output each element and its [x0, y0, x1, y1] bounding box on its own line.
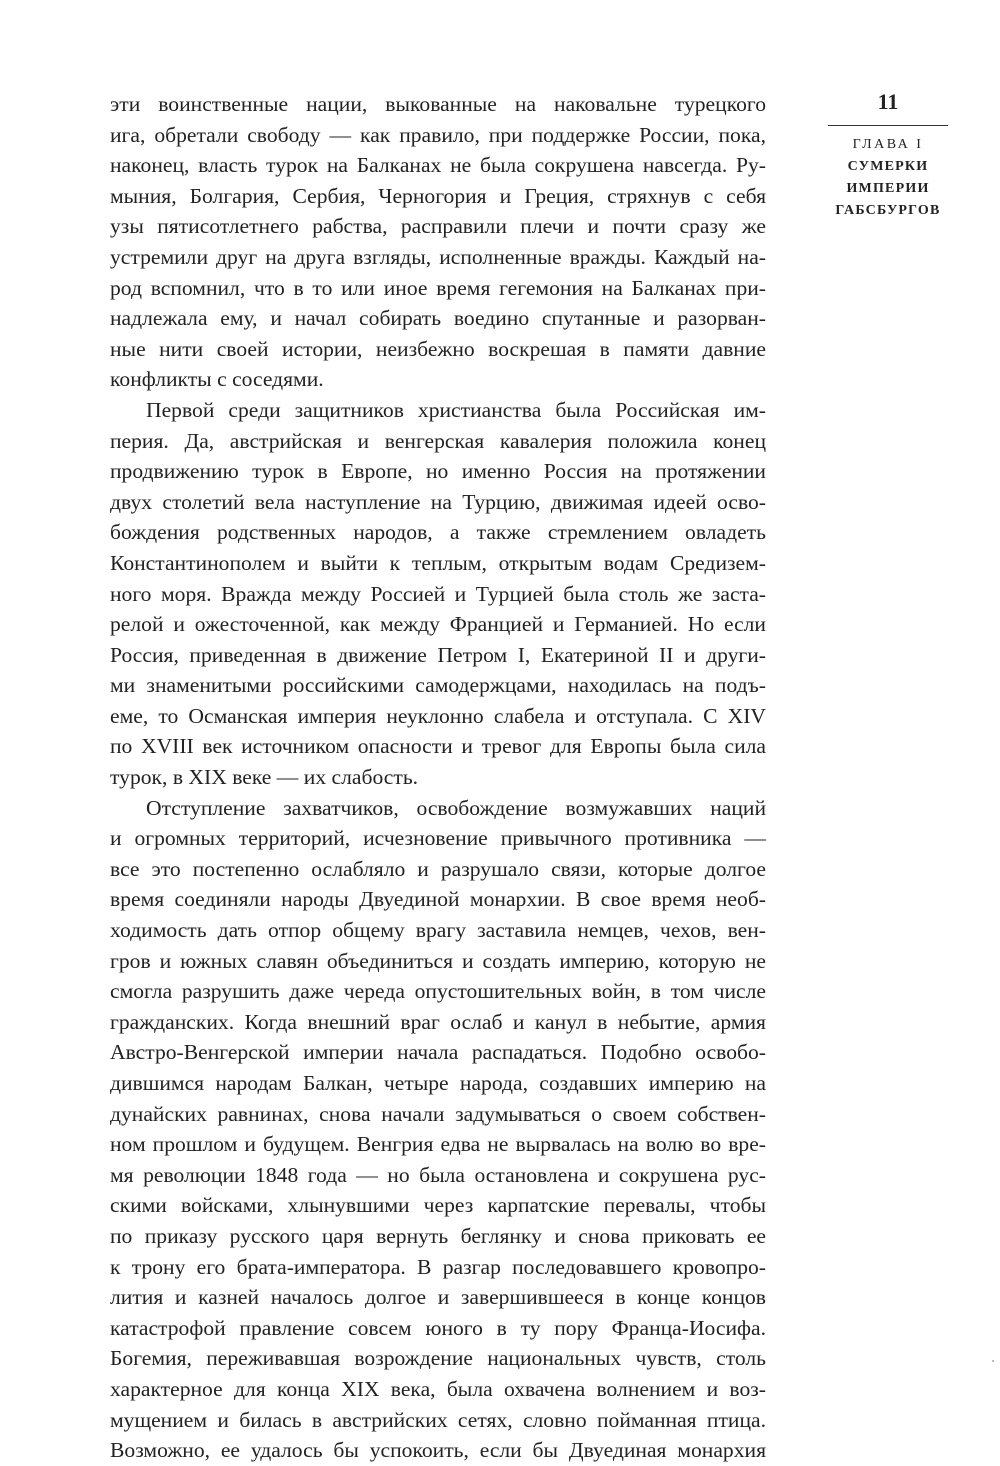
text-line: характерное для конца XIX века, была охвачена волнением и воз-: [110, 1376, 766, 1401]
paragraph-first-line: Отступление захватчиков, освобождение возмужавших наций: [146, 795, 766, 820]
text-line: к трону его брата-императора. В разгар последовавшего кровопро-: [110, 1254, 766, 1279]
text-line: двух столетий вела наступление на Турцию, движимая идеей осво-: [110, 489, 766, 514]
text-line: конфликты с соседями.: [110, 367, 324, 392]
text-line: все это постепенно ослабляло и разрушало связи, которые долгое: [110, 856, 766, 881]
text-line: ми знаменитыми российскими самодержцами, находилась на подъ-: [110, 673, 766, 698]
text-line: Богемия, переживавшая возрождение национальных чувств, столь: [110, 1346, 766, 1371]
text-line: бождения родственных народов, а также стремлением овладеть: [110, 520, 766, 545]
running-header: [828, 85, 948, 222]
text-line: мущением и билась в австрийских сетях, словно пойманная птица.: [110, 1407, 766, 1432]
text-line: катастрофой правление совсем юного в ту пору Франца-Иосифа.: [110, 1315, 766, 1340]
text-line: узы пятисотлетнего рабства, расправили плечи и почти сразу же: [110, 214, 766, 239]
text-line: релой и ожесточенной, как между Францией и Германией. Но если: [110, 612, 766, 637]
text-line: перия. Да, австрийская и венгерская кавалерия положила конец: [110, 428, 766, 453]
text-line: надлежала ему, и начал собирать воедино спутанные и разорван-: [110, 306, 766, 331]
text-line: Россия, приведенная в движение Петром I, Екатериной II и други-: [110, 642, 766, 667]
text-line: наконец, власть турок на Балканах не была сокрушена навсегда. Ру-: [110, 153, 766, 178]
text-line: ные нити своей истории, неизбежно воскрешая в памяти давние: [110, 336, 766, 361]
text-line: еме, то Османская империя неуклонно слабела и отступала. С XIV: [110, 703, 766, 728]
text-line: Возможно, ее удалось бы успокоить, если бы Двуединая монархия: [110, 1438, 766, 1463]
text-line: мыния, Болгария, Сербия, Черногория и Греция, стряхнув с себя: [110, 183, 766, 208]
header-divider: [828, 125, 948, 126]
chapter-title-line: ИМПЕРИИ: [846, 181, 930, 196]
body-text: [110, 89, 766, 1466]
text-line: гров и южных славян объединиться и создать империю, которую не: [110, 948, 766, 973]
page-number: 11: [877, 89, 899, 114]
text-line: устремили друг на друга взгляды, исполненные вражды. Каждый на-: [110, 244, 766, 269]
text-line: Константинополем и выйти к теплым, открытым водам Средизем-: [110, 550, 766, 575]
chapter-title-line: СУМЕРКИ: [847, 159, 929, 174]
paragraph-first-line: Первой среди защитников христианства была Российская им-: [146, 397, 766, 422]
text-line: лития и казней началось долгое и завершившееся в конце концов: [110, 1285, 766, 1310]
text-line: турок, в XIX веке — их слабость.: [110, 765, 419, 790]
text-line: ига, обретали свободу — как правило, при поддержке России, пока,: [110, 122, 766, 147]
text-line: ходимость дать отпор общему врагу заставила немцев, чехов, вен-: [110, 918, 766, 943]
scan-speck: [992, 1360, 994, 1362]
text-line: время соединяли народы Двуединой монархии. В свое время необ-: [110, 887, 766, 912]
text-line: по приказу русского царя вернуть беглянку и снова приковать ее: [110, 1223, 766, 1248]
text-line: род вспомнил, что в то или иное время гегемония на Балканах при-: [110, 275, 766, 300]
chapter-title-line: ГАБСБУРГОВ: [835, 203, 941, 218]
text-line: смогла разрушить даже череда опустошительных войн, в том числе: [110, 979, 766, 1004]
text-line: ном прошлом и будущем. Венгрия едва не вырвалась на волю во вре-: [110, 1132, 766, 1157]
text-line: дившимся народам Балкан, четыре народа, создавших империю на: [110, 1071, 766, 1095]
text-line: Австро-Венгерской империи начала распадаться. Подобно освобо-: [110, 1040, 766, 1065]
text-line: мя революции 1848 года — но была остановлена и сокрушена рус-: [110, 1162, 766, 1187]
chapter-label: ГЛАВА I: [852, 137, 924, 152]
chapter-title: [828, 156, 948, 222]
text-line: продвижению турок в Европе, но именно Россия на протяжении: [110, 459, 766, 484]
text-line: эти воинственные нации, выкованные на наковальне турецкого: [110, 92, 766, 116]
text-line: и огромных территорий, исчезновение привычного противника —: [110, 826, 766, 851]
text-line: скими войсками, хлынувшими через карпатские перевалы, чтобы: [110, 1193, 766, 1218]
text-line: гражданских. Когда внешний враг ослаб и канул в небытие, армия: [110, 1009, 766, 1034]
text-line: по XVIII век источником опасности и тревог для Европы была сила: [110, 734, 766, 759]
text-line: ного моря. Вражда между Россией и Турцией была столь же заста-: [110, 581, 766, 606]
text-line: дунайских равнинах, снова начали задумываться о своем собствен-: [110, 1101, 766, 1126]
